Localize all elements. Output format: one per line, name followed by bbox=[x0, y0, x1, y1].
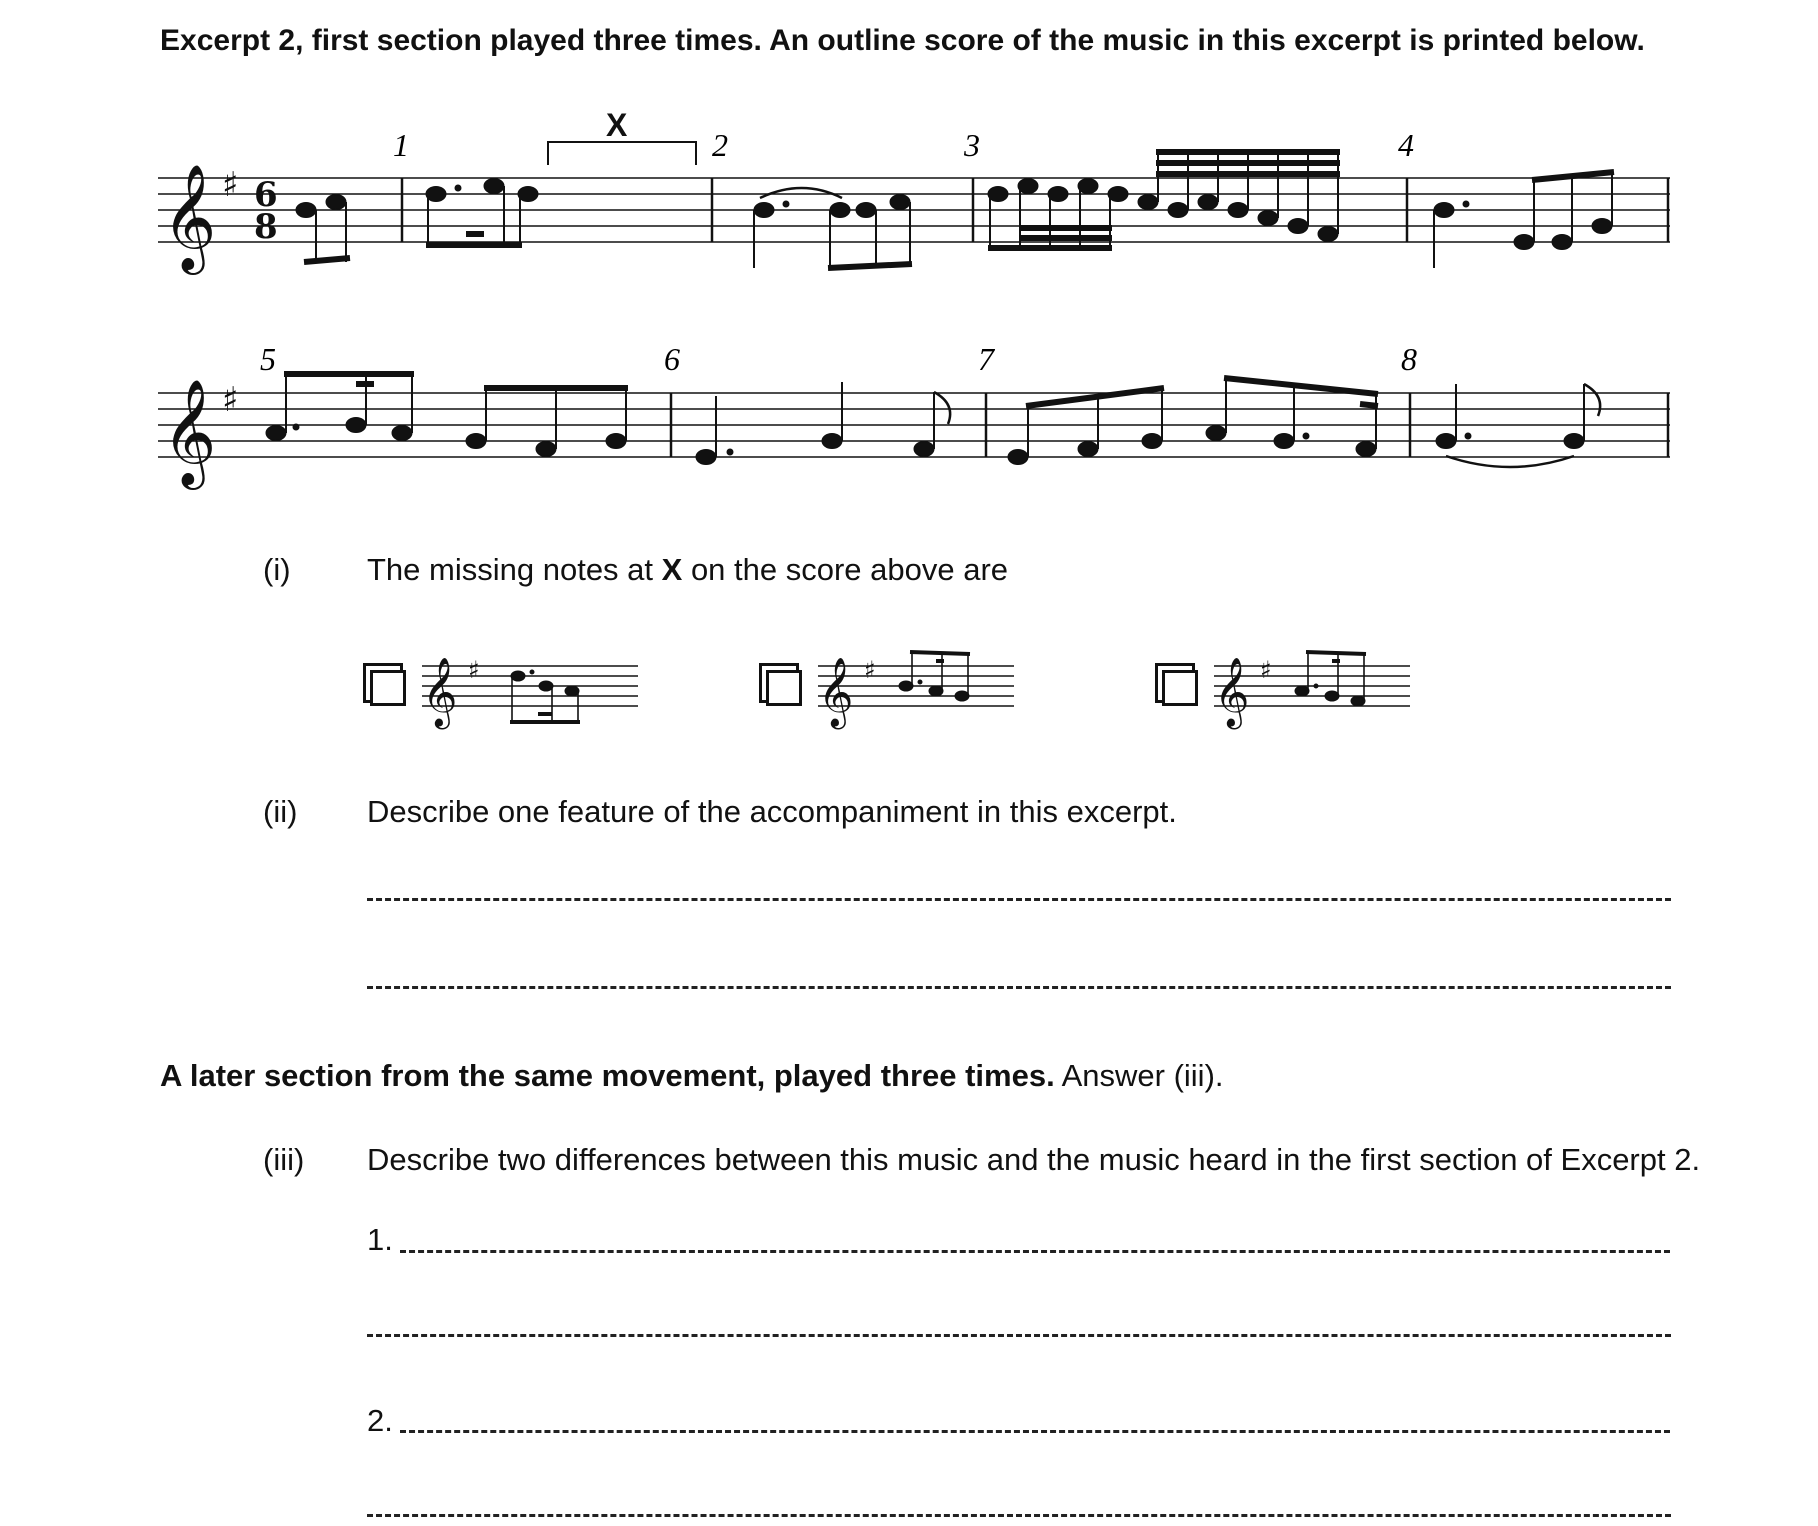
sharp-icon: ♯ bbox=[222, 380, 239, 420]
measure-number: 5 bbox=[260, 341, 276, 377]
option-c[interactable] bbox=[1160, 630, 1430, 730]
notes-system-2 bbox=[266, 374, 1600, 467]
measure-number: 6 bbox=[664, 341, 680, 377]
measure-number: 1 bbox=[393, 127, 409, 163]
intro-heading: Excerpt 2, first section played three times. An outline score of the music in this excerpt is printed below. bbox=[160, 24, 1645, 57]
checkbox[interactable] bbox=[1162, 670, 1198, 706]
answer-line[interactable] bbox=[367, 1334, 1671, 1337]
treble-clef-icon: 𝄞 bbox=[162, 378, 217, 485]
svg-text:♯: ♯ bbox=[864, 656, 876, 684]
mini-score-c bbox=[1214, 630, 1434, 730]
sharp-icon: ♯ bbox=[222, 165, 239, 205]
mini-score-b bbox=[818, 630, 1038, 730]
q3-item-1: 1. bbox=[367, 1222, 393, 1257]
measure-number: 3 bbox=[964, 127, 980, 163]
answer-line[interactable] bbox=[400, 1250, 1670, 1253]
answer-line[interactable] bbox=[367, 898, 1671, 901]
q2-label: (ii) bbox=[263, 794, 298, 829]
later-section-heading: A later section from the same movement, played three times. Answer (iii). bbox=[160, 1058, 1224, 1093]
svg-text:♯: ♯ bbox=[1260, 656, 1272, 684]
q1-text: The missing notes at X on the score above are bbox=[367, 552, 1009, 587]
answer-line[interactable] bbox=[400, 1430, 1670, 1433]
q3-item-2: 2. bbox=[367, 1403, 393, 1438]
q3-text: Describe two differences between this music and the music heard in the first section of Excerpt 2. bbox=[367, 1142, 1701, 1177]
q3-label: (iii) bbox=[263, 1142, 305, 1177]
option-b[interactable] bbox=[764, 630, 1034, 730]
x-bracket bbox=[548, 142, 696, 165]
svg-text:𝄞: 𝄞 bbox=[422, 657, 458, 727]
measure-number: 4 bbox=[1398, 127, 1414, 163]
svg-text:𝄞: 𝄞 bbox=[1214, 657, 1250, 727]
measure-number: 2 bbox=[712, 127, 728, 163]
svg-text:♯: ♯ bbox=[468, 656, 480, 684]
time-sig-bottom: 8 bbox=[254, 207, 278, 247]
answer-line[interactable] bbox=[367, 986, 1671, 989]
notes-system-1 bbox=[296, 150, 1614, 268]
outline-score bbox=[0, 0, 1818, 520]
answer-line[interactable] bbox=[367, 1514, 1671, 1517]
x-marker: X bbox=[606, 107, 628, 143]
treble-clef-icon: 𝄞 bbox=[162, 163, 217, 270]
q1-label: (i) bbox=[263, 552, 291, 587]
q2-text: Describe one feature of the accompaniment in this excerpt. bbox=[367, 794, 1177, 829]
measure-number: 8 bbox=[1401, 341, 1417, 377]
q1-text-x: X bbox=[661, 552, 683, 587]
svg-text:𝄞: 𝄞 bbox=[818, 657, 854, 727]
checkbox[interactable] bbox=[766, 670, 802, 706]
checkbox[interactable] bbox=[370, 670, 406, 706]
option-a[interactable] bbox=[368, 630, 638, 730]
measure-number: 7 bbox=[978, 341, 994, 377]
mini-score-a bbox=[422, 630, 642, 730]
time-sig-top: 6 bbox=[254, 175, 278, 215]
